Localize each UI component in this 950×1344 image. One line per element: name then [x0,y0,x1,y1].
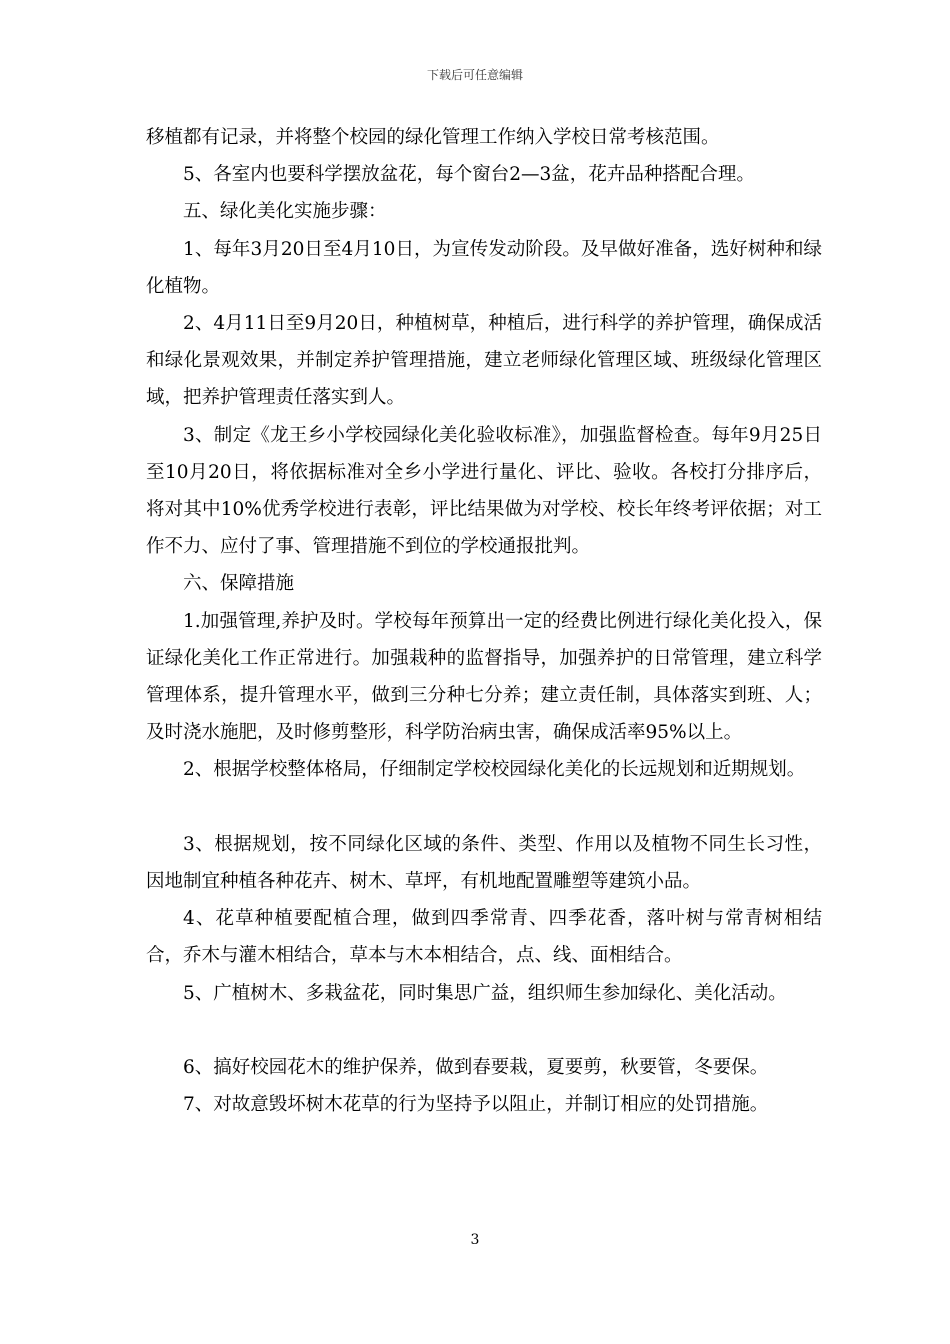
paragraph-item-5-potted-flowers: 5、各室内也要科学摆放盆花，每个窗台2—3盆，花卉品种搭配合理。 [183,164,755,186]
blank-line [146,789,822,826]
paragraph-measure-4: 4、花草种植要配植合理，做到四季常青、四季花香，落叶树与常青树相结合，乔木与灌木相结合，草本与木本相结合，点、线、面相结合。 [146,908,822,967]
section-heading-measures: 六、保障措施 [183,573,295,595]
paragraph-measure-6: 6、搞好校园花木的维护保养，做到春要栽，夏要剪，秋要管，冬要保。 [183,1057,769,1079]
page-number: 3 [470,1232,480,1248]
paragraph-continuation: 移植都有记录，并将整个校园的绿化管理工作纳入学校日常考核范围。 [146,127,720,148]
paragraph-step-3: 3、制定《龙王乡小学校园绿化美化验收标准》，加强监督检查。每年9月25日至10月20日，将依据标准对全乡小学进行量化、评比、验收。各校打分排序后，将对其中10%优秀学校进行表彰，评比结果做为对学校、校长年终考评依据；对工作不力、应付了事、管理措施不到位的学校通报批判。 [146,424,822,558]
paragraph-measure-1: 1.加强管理,养护及时。学校每年预算出一定的经费比例进行绿化美化投入，保证绿化美化工作正常进行。加强栽种的监督指导，加强养护的日常管理，建立科学管理体系，提升管理水平，做到三分种七分养；建立责任制，具体落实到班、人；及时浇水施肥，及时修剪整形，科学防治病虫害，确保成活率95%以上。 [146,610,822,744]
paragraph-measure-5: 5、广植树木、多栽盆花，同时集思广益，组织师生参加绿化、美化活动。 [183,982,787,1004]
document-body [146,119,822,1123]
paragraph-step-2: 2、4月11日至9月20日，种植树草，种植后，进行科学的养护管理，确保成活和绿化景观效果，并制定养护管理措施，建立老师绿化管理区域、班级绿化管理区域，把养护管理责任落实到人。 [146,313,822,409]
blank-line [146,1012,822,1049]
paragraph-step-1: 1、每年3月20日至4月10日，为宣传发动阶段。及早做好准备，选好树种和绿化植物。 [146,238,822,297]
paragraph-measure-7: 7、对故意毁坏树木花草的行为坚持予以阻止，并制订相应的处罚措施。 [183,1094,769,1116]
paragraph-measure-2: 2、根据学校整体格局，仔细制定学校校园绿化美化的长远规划和近期规划。 [183,759,806,781]
page-header: 下载后可任意编辑 [426,68,523,82]
section-heading-steps: 五、绿化美化实施步骤： [183,201,387,223]
paragraph-measure-3: 3、根据规划，按不同绿化区域的条件、类型、作用以及植物不同生长习性，因地制宜种植各种花卉、树木、草坪，有机地配置雕塑等建筑小品。 [146,833,822,893]
